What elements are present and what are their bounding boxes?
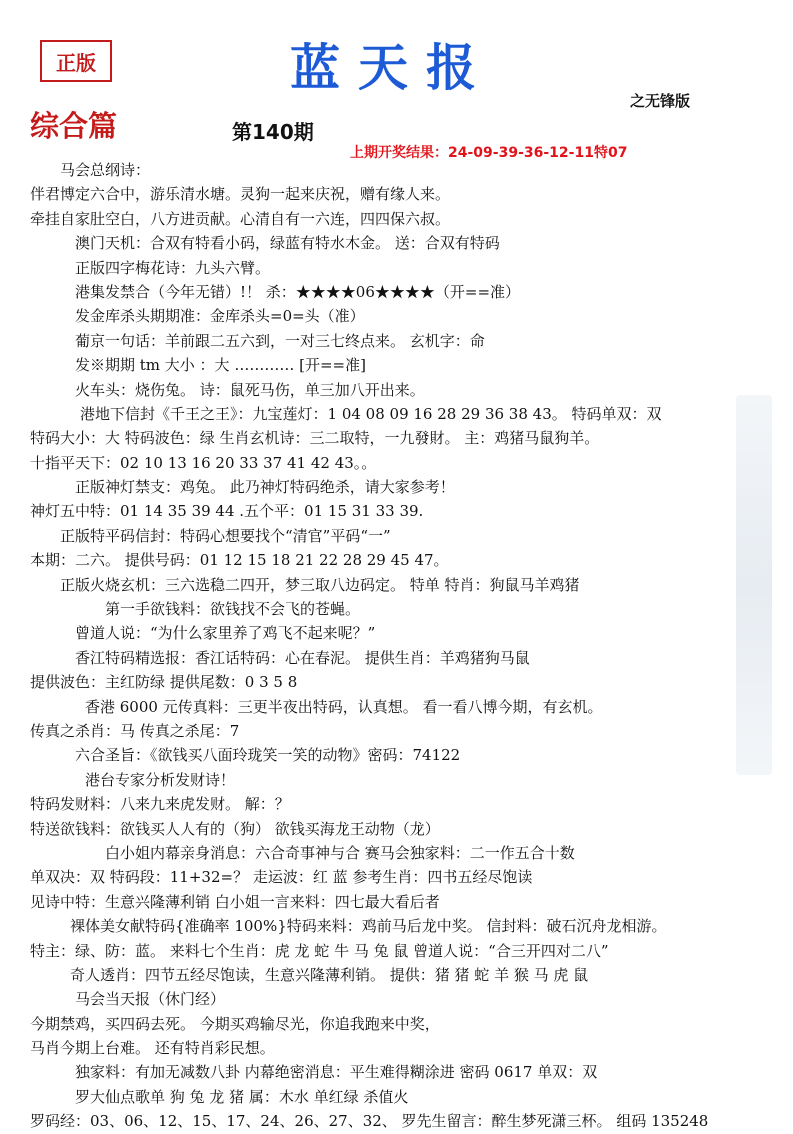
text-line: 伴君博定六合中，游乐清水塘。灵狗一起来庆祝，赠有缘人来。 — [30, 185, 451, 204]
text-line: 罗大仙点歌单 狗 兔 龙 猪 属：木水 单红绿 杀值火 — [75, 1087, 409, 1106]
text-line: 罗码经：03、06、12、15、17、24、26、27、32、 罗先生留言：醉生梦死潇三杯。 组码 135248 — [30, 1112, 709, 1131]
text-line: 发金库杀头期期准：金库杀头=0=头（准） — [75, 307, 365, 326]
newspaper-title: 蓝天报 — [290, 38, 494, 97]
text-line: 火车头：烧伤兔。 诗：鼠死马伤，单三加八开出来。 — [75, 380, 425, 399]
text-line: 香江特码精选报：香江话特码：心在春泥。 提供生肖：羊鸡猪狗马鼠 — [75, 648, 530, 667]
article-body — [30, 158, 770, 1134]
text-line: 特码大小：大 特码波色：绿 生肖玄机诗：三二取特，一九發財。 主：鸡猪马鼠狗羊。 — [30, 429, 600, 448]
section-title: 综合篇 — [30, 109, 118, 143]
genuine-badge: 正版 — [40, 40, 112, 82]
text-line: 独家料：有加无减数八卦 内幕绝密消息：平生难得糊涂进 密码 0617 单双：双 — [75, 1063, 598, 1082]
text-line: 马肖今期上台难。 还有特肖彩民想。 — [30, 1039, 275, 1058]
text-line: 澳门天机：合双有特看小码，绿蓝有特水木金。 送：合双有特码 — [75, 234, 500, 253]
text-line: 第一手欲钱料：欲钱找不会飞的苍蝇。 — [105, 600, 361, 619]
text-line: 正版特平码信封：特码心想要找个“清官”平码“一” — [60, 526, 391, 545]
text-line: 提供波色：主红防绿 提供尾数：0 3 5 8 — [30, 673, 298, 692]
text-line: 正版神灯禁支：鸡兔。 此乃神灯特码绝杀，请大家参考！ — [75, 478, 455, 497]
edition-label: 之无锋版 — [630, 92, 691, 110]
text-line: 奇人透肖：四节五经尽饱读，生意兴隆薄利销。 提供：猪 猪 蛇 羊 猴 马 虎 鼠 — [70, 965, 589, 984]
last-draw-result: 上期开奖结果：24-09-39-36-12-11特07 — [350, 145, 628, 161]
text-line: 单双决：双 特码段：11+32=？ 走运波：红 蓝 参考生肖：四书五经尽饱读 — [30, 868, 533, 887]
text-line: 港台专家分析发财诗！ — [85, 770, 236, 789]
text-line: 白小姐内幕亲身消息：六合奇事神与合 赛马会独家料：二一作五合十数 — [105, 843, 575, 862]
text-line: 葡京一句话：羊前跟二五六到，一对三七终点来。 玄机字：命 — [75, 331, 485, 350]
text-line: 六合圣旨：《欲钱买八面玲珑笑一笑的动物》密码：74122 — [75, 746, 461, 765]
text-line: 神灯五中特：01 14 35 39 44 .五个平：01 15 31 33 39. — [30, 502, 424, 521]
text-line: 香港 6000 元传真料：三更半夜出特码，认真想。 看一看八博今期，有玄机。 — [85, 697, 603, 716]
text-line: 特送欲钱料：欲钱买人人有的（狗） 欲钱买海龙王动物（龙） — [30, 819, 440, 838]
text-line: 见诗中特：生意兴隆薄利销 白小姐一言来料：四七最大看后者 — [30, 892, 440, 911]
text-line: 曾道人说：“为什么家里养了鸡飞不起来呢？” — [75, 624, 376, 643]
text-line: 裸体美女献特码{准确率 100%}特码来料：鸡前马后龙中奖。 信封料：破石沉舟龙相游。 — [70, 917, 667, 936]
text-line: 特主：绿、防：蓝。 来料七个生肖：虎 龙 蛇 牛 马 兔 鼠 曾道人说：“合三开四对二八” — [30, 941, 609, 960]
text-line: 马会总纲诗： — [60, 161, 151, 179]
text-line: 牵挂自家肚空白，八方进贡献。心清自有一六连，四四保六叔。 — [30, 209, 451, 228]
text-line: 发※期期 tm 大小 ：大 ………… [开==准] — [75, 356, 366, 375]
issue-number: 第140期 — [232, 120, 314, 144]
text-line: 本期：二六。 提供号码：01 12 15 18 21 22 28 29 45 47。 — [30, 551, 449, 570]
text-line: 特码发财料：八来九来虎发财。 解：？ — [30, 795, 290, 814]
text-line: 今期禁鸡，买四码去死。 今期买鸡输尽光，你追我跑来中奖， — [30, 1014, 440, 1033]
text-line: 正版火烧玄机：三六选稳二四开，梦三取八边码定。 特单 特肖：狗鼠马羊鸡猪 — [60, 575, 580, 594]
text-line: 十指平天下：02 10 13 16 20 33 37 41 42 43。。 — [30, 453, 377, 472]
text-line: 港集发禁合（今年无错）!！ 杀：★★★★06★★★★（开==准） — [75, 282, 521, 301]
text-line: 港地下信封《千王之王》：九宝莲灯：1 04 08 09 16 28 29 36 38 43。 特码单双：双 — [80, 404, 662, 423]
text-line: 正版四字梅花诗：九头六臂。 — [75, 258, 271, 277]
text-line: 传真之杀肖：马 传真之杀尾：7 — [30, 721, 240, 740]
text-line: 马会当天报（休门经） — [75, 990, 226, 1009]
